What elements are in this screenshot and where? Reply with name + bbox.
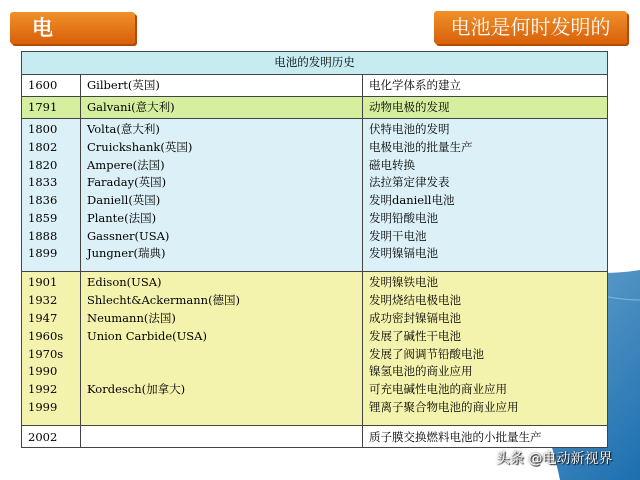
year-cell: 1800	[28, 121, 58, 136]
inventor-cell: Daniell(英国)	[87, 193, 161, 208]
event-cell: 发展了阀调节铅酸电池	[369, 346, 484, 361]
inventor-cell: Faraday(英国)	[87, 175, 167, 190]
inventor-cell: Gassner(USA)	[87, 228, 170, 243]
year-cell: 1901	[28, 275, 58, 290]
inventor-cell: Shlecht&Ackermann(德国)	[87, 293, 241, 308]
year-cell: 1990	[28, 364, 58, 379]
event-cell: 镍氢电池的商业应用	[369, 364, 473, 379]
inventor-cell: Union Carbide(USA)	[87, 328, 207, 343]
inventor-cell: Jungner(瑞典)	[87, 246, 166, 261]
table-row	[22, 118, 608, 272]
event-cell: 发明烧结电极电池	[369, 293, 461, 308]
slide-title: 电池是何时发明的	[434, 11, 627, 44]
inventor-cell: Cruickshank(英国)	[87, 139, 193, 154]
year-cell: 1970s	[28, 346, 64, 361]
section-title-battery: 电	[10, 12, 135, 44]
event-cell: 磁电转换	[369, 157, 415, 172]
event-cell: 动物电极的发现	[369, 99, 450, 114]
inventor-cell: Ampere(法国)	[87, 157, 165, 172]
inventor-cell: Gilbert(英国)	[87, 78, 160, 92]
inventor-cell	[87, 399, 358, 417]
inventor-cell: Kordesch(加拿大)	[87, 382, 186, 397]
year-cell: 1960s	[28, 328, 64, 343]
year-cell: 1999	[28, 400, 58, 415]
event-cell: 可充电碱性电池的商业应用	[369, 382, 507, 397]
event-cell: 发明镍镉电池	[369, 246, 438, 261]
watermark: 头条 @电动新视界	[496, 451, 613, 467]
inventor-cell	[87, 363, 358, 381]
table-row	[22, 75, 608, 97]
event-cell: 电化学体系的建立	[369, 78, 461, 92]
year-cell: 1791	[28, 99, 58, 114]
event-cell: 伏特电池的发明	[369, 121, 450, 136]
year-cell: 1899	[28, 246, 58, 261]
event-cell: 成功密封镍镉电池	[369, 311, 461, 326]
year-cell: 1888	[28, 228, 58, 243]
year-cell: 1600	[28, 78, 58, 92]
table-row	[22, 96, 608, 118]
inventor-cell: Plante(法国)	[87, 210, 157, 225]
event-cell: 发明daniell电池	[369, 193, 455, 208]
inventor-cell	[87, 429, 358, 447]
event-cell: 锂离子聚合物电池的商业应用	[369, 400, 519, 415]
inventor-cell: Galvani(意大利)	[87, 99, 175, 114]
year-cell: 1932	[28, 293, 58, 308]
table-title: 电池的发明历史	[22, 52, 608, 75]
year-cell: 2002	[28, 429, 58, 444]
event-cell: 法拉第定律发表	[369, 175, 450, 190]
year-cell: 1992	[28, 382, 58, 397]
year-cell: 1947	[28, 311, 58, 326]
inventor-cell: Edison(USA)	[87, 275, 162, 290]
event-cell: 发明干电池	[369, 228, 427, 243]
event-cell: 电极电池的批量生产	[369, 139, 473, 154]
battery-history-table	[21, 51, 608, 448]
year-cell: 1820	[28, 157, 58, 172]
year-cell: 1833	[28, 175, 58, 190]
event-cell: 发明镍铁电池	[369, 275, 438, 290]
table-row	[22, 426, 608, 448]
inventor-cell: Neumann(法国)	[87, 311, 176, 326]
year-cell: 1859	[28, 210, 58, 225]
year-cell: 1802	[28, 139, 58, 154]
event-cell: 质子膜交换燃料电池的小批量生产	[369, 429, 542, 444]
year-cell: 1836	[28, 193, 58, 208]
inventor-cell: Volta(意大利)	[87, 121, 160, 136]
inventor-cell	[87, 346, 358, 364]
event-cell: 发明铅酸电池	[369, 210, 438, 225]
table-row	[22, 272, 608, 426]
event-cell: 发展了碱性干电池	[369, 328, 461, 343]
